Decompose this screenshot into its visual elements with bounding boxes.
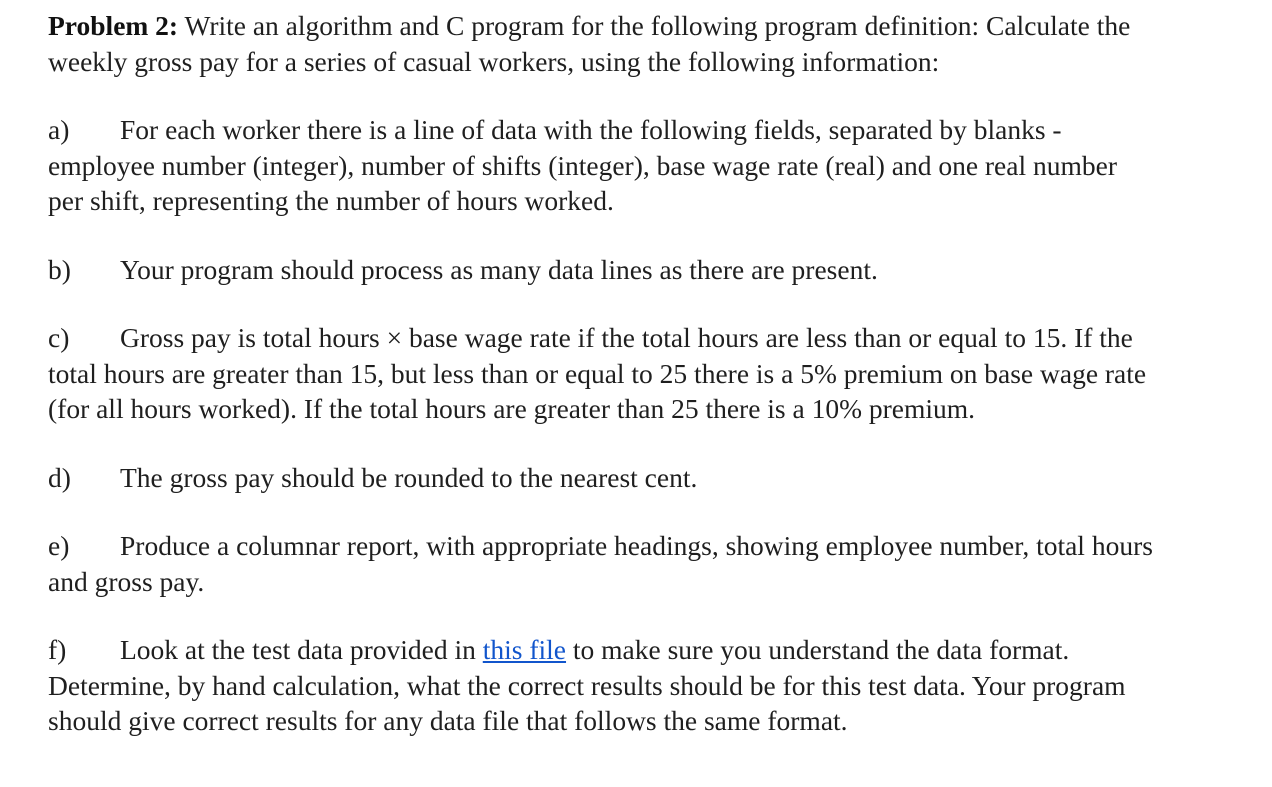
item-a [48,112,1158,219]
problem-label: Problem 2: [48,10,179,41]
problem-intro [48,8,1158,79]
item-c-text: Gross pay is total hours × base wage rate if the total hours are less than or equal to 15. If the total hours are greater than 15, but less than or equal to 25 there is a 5% premium on base wage rate (for all hours worked). If the total hours are greater than 25 there is a 10% premium. [48,322,1147,424]
item-e-text: Produce a columnar report, with appropriate headings, showing employee number, total hours and gross pay. [48,530,1153,597]
item-b-label: b) [48,253,71,285]
item-f-label: f) [48,634,67,665]
item-d [48,460,1158,496]
item-b [48,252,1158,288]
item-d-label: d) [48,461,71,493]
item-a-text: For each worker there is a line of data with the following fields, separated by blanks - employee number (integer), number of shifts (integer), base wage rate (real) and one real number per shift, representing the number of hours worked. [48,114,1117,216]
item-f [48,632,1158,739]
problem-intro-text: Write an algorithm and C program for the following program definition: Calculate the weekly gross pay for a series of casual workers, using the following information: [48,10,1131,77]
item-c [48,320,1158,427]
item-b-text: Your program should process as many data lines as there are present. [120,253,878,285]
item-c-label: c) [48,322,70,353]
item-e [48,528,1158,599]
problem-document [48,8,1158,739]
item-a-label: a) [48,114,70,145]
item-d-text: The gross pay should be rounded to the nearest cent. [120,461,698,493]
item-f-text-after: to make sure you understand the data format. Determine, by hand calculation, what the correct results should be for this test data. Your program should give correct results for any data file that follows the same format. [48,634,1126,736]
item-f-text-before: Look at the test data provided in [120,634,483,665]
data-file-link[interactable]: this file [482,634,567,665]
item-e-label: e) [48,530,70,561]
